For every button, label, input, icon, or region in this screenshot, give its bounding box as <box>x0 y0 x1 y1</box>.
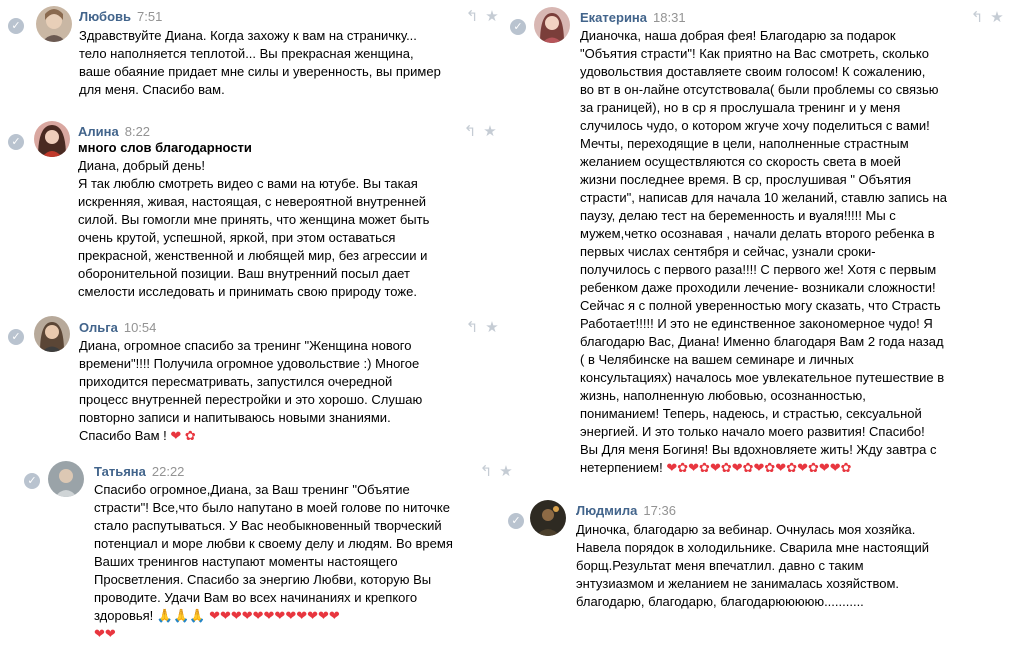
avatar[interactable] <box>530 500 566 536</box>
star-icon[interactable]: ★ <box>485 319 499 336</box>
read-check-icon[interactable]: ✓ <box>8 329 24 345</box>
message-subject: много слов благодарности <box>78 140 252 155</box>
reply-icon[interactable]: ↰ <box>465 319 479 336</box>
message-body: много слов благодарности Диана, добрый день! Я так люблю смотреть видео с вами на ютубе. Вы такая искренняя, живая, настоящая, с невероятной внутренней силой. Вы гомогли мне принять, что женщина может быть очень крутой, успешной, яркой, при этом оставаться прекрасной, женственной и любящей мир, без агрессии и оборонительной позиции. Ваш внутренний посыл дает смелости исследовать и принимать свою природу тоже. <box>78 139 498 301</box>
avatar[interactable] <box>534 7 570 43</box>
reply-icon[interactable]: ↰ <box>463 123 477 140</box>
reply-icon[interactable]: ↰ <box>465 8 479 25</box>
message-body: Дианочка, наша добрая фея! Благодарю за подарок "Объятия страсти"! Как приятно на Вас смотреть, сколько удовольствия доставляете своим голосом! К сожалению, во вт в он-лайне отсутствовала( были проблемы со связью за границей), но в ср я прослушала тренинг и у меня случилось чудо, о котором жгуче хочу поделиться с вами! Мечты, переходящие в цели, наполненные страстным желанием осуществляются со скорость света в моей жизни последнее время. В ср, прослушивая " Объятия страсти", написав для начала 10 желаний, ставлю запись на паузу, делаю тест на беременность и вуаля!!!!! Мы с мужем,четко осознавая , начали делать второго ребенка в первых числах сентября и сейчас, узнали сроки- получилось с первого раза!!!! С первого же! Хотя с первым ребенком даже проходили лечение- возникали сложности! Сейчас я с полной уверенностью могу сказать, что Страсть Работает!!!!! И это не единственное закономерное чудо! Я благодарю Вас, Диана! Именно благодаря Вам 2 года назад ( в Челябинске на вашем семинаре и личных консультациях) началось мое увлекательное путешествие в жизнь, наполненную любовью, осознанностью, пониманием! Теперь, надеюсь, и страстью, сексуальной энергией. И это только начало моего развития! Спасибо! Вы Для меня Богиня! Вы вдохновляете жить! Жду завтра с нетерпением! ❤✿❤✿❤✿❤✿❤✿❤✿❤✿❤❤✿ <box>580 28 947 475</box>
message-body: Диана, огромное спасибо за тренинг "Женщина нового времени"!!!! Получила огромное удовольствие :) Многое приходится пересматривать, запустился очередной процесс внутренней перестройки и это хорошо. Слушаю повторно записи и напитываюсь новыми знаниями. Спасибо Вам ! ❤ ✿ <box>79 338 423 443</box>
read-check-icon[interactable]: ✓ <box>8 134 24 150</box>
emoji-heart-flower: ❤ ✿ <box>170 428 196 443</box>
message-body: Спасибо огромное,Диана, за Ваш тренинг "Объятие страсти"! Все,что было напутано в моей голове по ниточке стало распутываться. У Вас необыкновенный творческий потенциал и море любви к своему делу и людям. Во время Ваших тренингов наступают моменты настоящего Просветления. Спасибо за энергию Любви, которую Вы проводите. Удачи Вам во всех начинаниях и крепкого здоровья! 🙏🙏🙏 ❤❤❤❤❤❤❤❤❤❤❤❤ ❤❤ <box>94 481 504 643</box>
message-body: Здравствуйте Диана. Когда захожу к вам на страничку... тело наполняется теплотой... Вы прекрасная женщина, ваше обаяние придает мне силы и уверенность, вы пример для меня. Спасибо вам. <box>79 28 441 97</box>
star-icon[interactable]: ★ <box>485 8 499 25</box>
read-check-icon[interactable]: ✓ <box>510 19 526 35</box>
author-name[interactable]: Татьяна <box>94 464 146 479</box>
message-time: 22:22 <box>151 464 185 479</box>
author-name[interactable]: Людмила <box>576 503 638 518</box>
reply-icon[interactable]: ↰ <box>479 463 493 480</box>
message-body: Диночка, благодарю за вебинар. Очнулась моя хозяйка. Навела порядок в холодильнике. Сварила мне настоящий борщ.Результат меня впечатлил. давно с таким энтузиазмом и желанием не занималась хозяйством. благодарю, благодарю, благодарююююю........... <box>576 522 929 609</box>
message-time: 10:54 <box>123 320 157 335</box>
avatar[interactable] <box>36 6 72 42</box>
message-time: 7:51 <box>137 9 163 24</box>
author-name[interactable]: Любовь <box>79 9 132 24</box>
message-time: 8:22 <box>124 124 151 139</box>
read-check-icon[interactable]: ✓ <box>8 18 24 34</box>
emoji-hearts: ❤❤ <box>94 626 116 641</box>
read-check-icon[interactable]: ✓ <box>508 513 524 529</box>
avatar[interactable] <box>34 316 70 352</box>
star-icon[interactable]: ★ <box>483 123 497 140</box>
author-name[interactable]: Ольга <box>79 320 118 335</box>
read-check-icon[interactable]: ✓ <box>24 473 40 489</box>
star-icon[interactable]: ★ <box>990 9 1004 26</box>
author-name[interactable]: Алина <box>78 124 119 139</box>
emoji-hands-hearts: 🙏🙏🙏 ❤❤❤❤❤❤❤❤❤❤❤❤ <box>156 608 340 623</box>
author-name[interactable]: Екатерина <box>580 10 648 25</box>
emoji-hearts-flowers: ❤✿❤✿❤✿❤✿❤✿❤✿❤✿❤❤✿ <box>666 460 852 475</box>
reply-icon[interactable]: ↰ <box>970 9 984 26</box>
message-time: 17:36 <box>643 503 676 518</box>
star-icon[interactable]: ★ <box>499 463 513 480</box>
avatar[interactable] <box>34 121 70 157</box>
message-time: 18:31 <box>653 10 686 25</box>
avatar[interactable] <box>48 461 84 497</box>
